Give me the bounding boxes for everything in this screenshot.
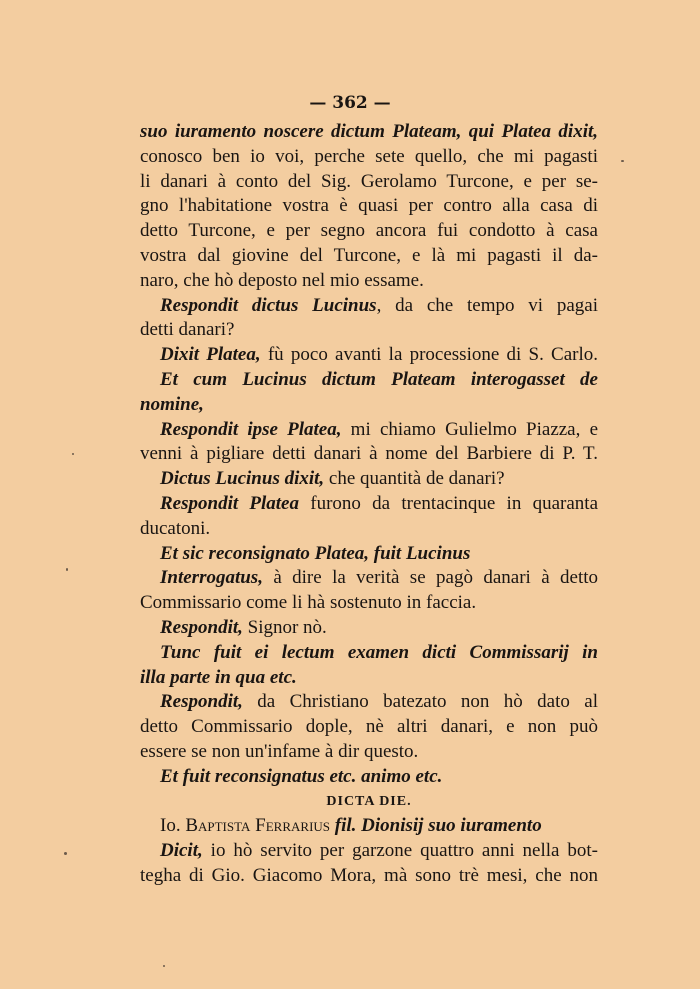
text-segment: ducatoni.: [140, 517, 211, 539]
text-segment: fù poco avanti la processione di S. Carlo.: [260, 344, 598, 366]
text-segment: che quantità de danari?: [324, 468, 505, 490]
latin-italic-phrase: Respondit,: [160, 691, 243, 713]
text-segment: naro, che hò deposto nel mio essame.: [140, 269, 424, 291]
latin-italic-phrase: Dictus Lucinus dixit,: [160, 468, 325, 490]
latin-italic-phrase: Respondit Platea: [160, 492, 299, 514]
text-segment: detto Commissario dople, nè altri danari, e non può: [140, 716, 598, 738]
latin-italic-phrase: Respondit,: [160, 616, 243, 638]
text-line: [140, 814, 598, 839]
page-number: — 362 —: [309, 93, 391, 113]
text-line: [140, 467, 598, 492]
text-segment: Baptista Ferrarius: [185, 815, 331, 837]
text-line: [140, 864, 598, 889]
text-segment: mi chiamo Gulielmo Piazza, e: [341, 418, 599, 440]
text-segment: io hò servito per garzone quattro anni nella bot-: [202, 840, 598, 862]
text-segment: Signor nò.: [242, 616, 327, 638]
paper-speck: [621, 160, 624, 162]
latin-italic-phrase: fil. Dionisij suo iuramento: [330, 815, 542, 837]
text-line: [140, 616, 598, 641]
text-segment: detti danari?: [140, 319, 235, 341]
text-line: [140, 641, 598, 666]
text-line: [140, 839, 598, 864]
text-line: [140, 294, 598, 319]
text-line: [140, 393, 598, 418]
latin-italic-phrase: Dicit,: [160, 840, 203, 862]
latin-italic-phrase: suo iuramento noscere dictum Plateam, qui Platea dixit,: [140, 121, 598, 142]
text-line: [140, 715, 598, 740]
latin-italic-phrase: nomine,: [140, 393, 204, 415]
text-line: [140, 542, 598, 567]
latin-italic-phrase: Et sic reconsignato Platea, fuit Lucinus: [160, 542, 471, 564]
text-line: [140, 666, 598, 691]
text-segment: venni à pigliare detti danari à nome del Barbiere di P. T.: [140, 443, 598, 465]
latin-italic-phrase: Et fuit reconsignatus etc. animo etc.: [160, 765, 443, 787]
text-line: [140, 492, 598, 517]
text-segment: , da che tempo vi pagai: [376, 294, 598, 316]
text-segment: da Christiano batezato non hò dato al: [242, 691, 598, 713]
text-segment: conosco ben io voi, perche sete quello, che mi pagasti: [140, 145, 598, 167]
text-line: [140, 442, 598, 467]
text-segment: à dire la verità se pagò danari à detto: [262, 567, 598, 589]
latin-italic-phrase: Respondit ipse Platea,: [160, 418, 342, 440]
text-line: [140, 591, 598, 616]
text-line: [140, 343, 598, 368]
text-line: [140, 194, 598, 219]
text-segment: detto Turcone, e per segno ancora fui condotto à casa: [140, 220, 598, 242]
latin-italic-phrase: Et cum Lucinus dictum Plateam interogasset de: [160, 368, 598, 390]
text-line: [140, 765, 598, 790]
text-line: [140, 566, 598, 591]
text-segment: Commissario come li hà sostenuto in faccia.: [140, 592, 477, 614]
latin-italic-phrase: illa parte in qua etc.: [140, 666, 297, 688]
text-line: [140, 219, 598, 244]
text-segment: tegha di Gio. Giacomo Mora, mà sono trè mesi, che non: [140, 864, 598, 886]
text-line: [140, 318, 598, 343]
text-segment: essere se non un'infame à dir questo.: [140, 740, 419, 762]
text-segment: gno l'habitatione vostra è quasi per contro alla casa di: [140, 195, 598, 217]
latin-italic-phrase: Respondit dictus Lucinus: [160, 294, 377, 316]
text-line: [140, 269, 598, 294]
latin-italic-phrase: Tunc fuit ei lectum examen dicti Commissarij in: [160, 641, 598, 663]
paper-speck: [64, 852, 67, 855]
text-line: [140, 517, 598, 542]
latin-italic-phrase: Interrogatus,: [160, 567, 263, 589]
paper-speck: [163, 965, 165, 967]
text-line: [140, 740, 598, 765]
text-segment: DICTA DIE.: [326, 793, 412, 809]
paper-speck: [72, 453, 74, 455]
text-line: [140, 170, 598, 195]
text-line: [140, 418, 598, 443]
text-line: [140, 244, 598, 269]
text-line: [140, 368, 598, 393]
text-line: [140, 690, 598, 715]
section-heading: [140, 790, 598, 815]
text-line: [140, 120, 598, 145]
text-segment: Io.: [160, 815, 186, 837]
text-segment: vostra dal giovine del Turcone, e là mi pagasti il da-: [140, 244, 598, 266]
page-text: [140, 120, 598, 889]
text-segment: furono da trentacinque in quaranta: [299, 492, 598, 514]
text-line: [140, 145, 598, 170]
paper-speck: [66, 568, 68, 571]
latin-italic-phrase: Dixit Platea,: [160, 344, 261, 366]
text-segment: li danari à conto del Sig. Gerolamo Turcone, e per se-: [140, 170, 598, 192]
